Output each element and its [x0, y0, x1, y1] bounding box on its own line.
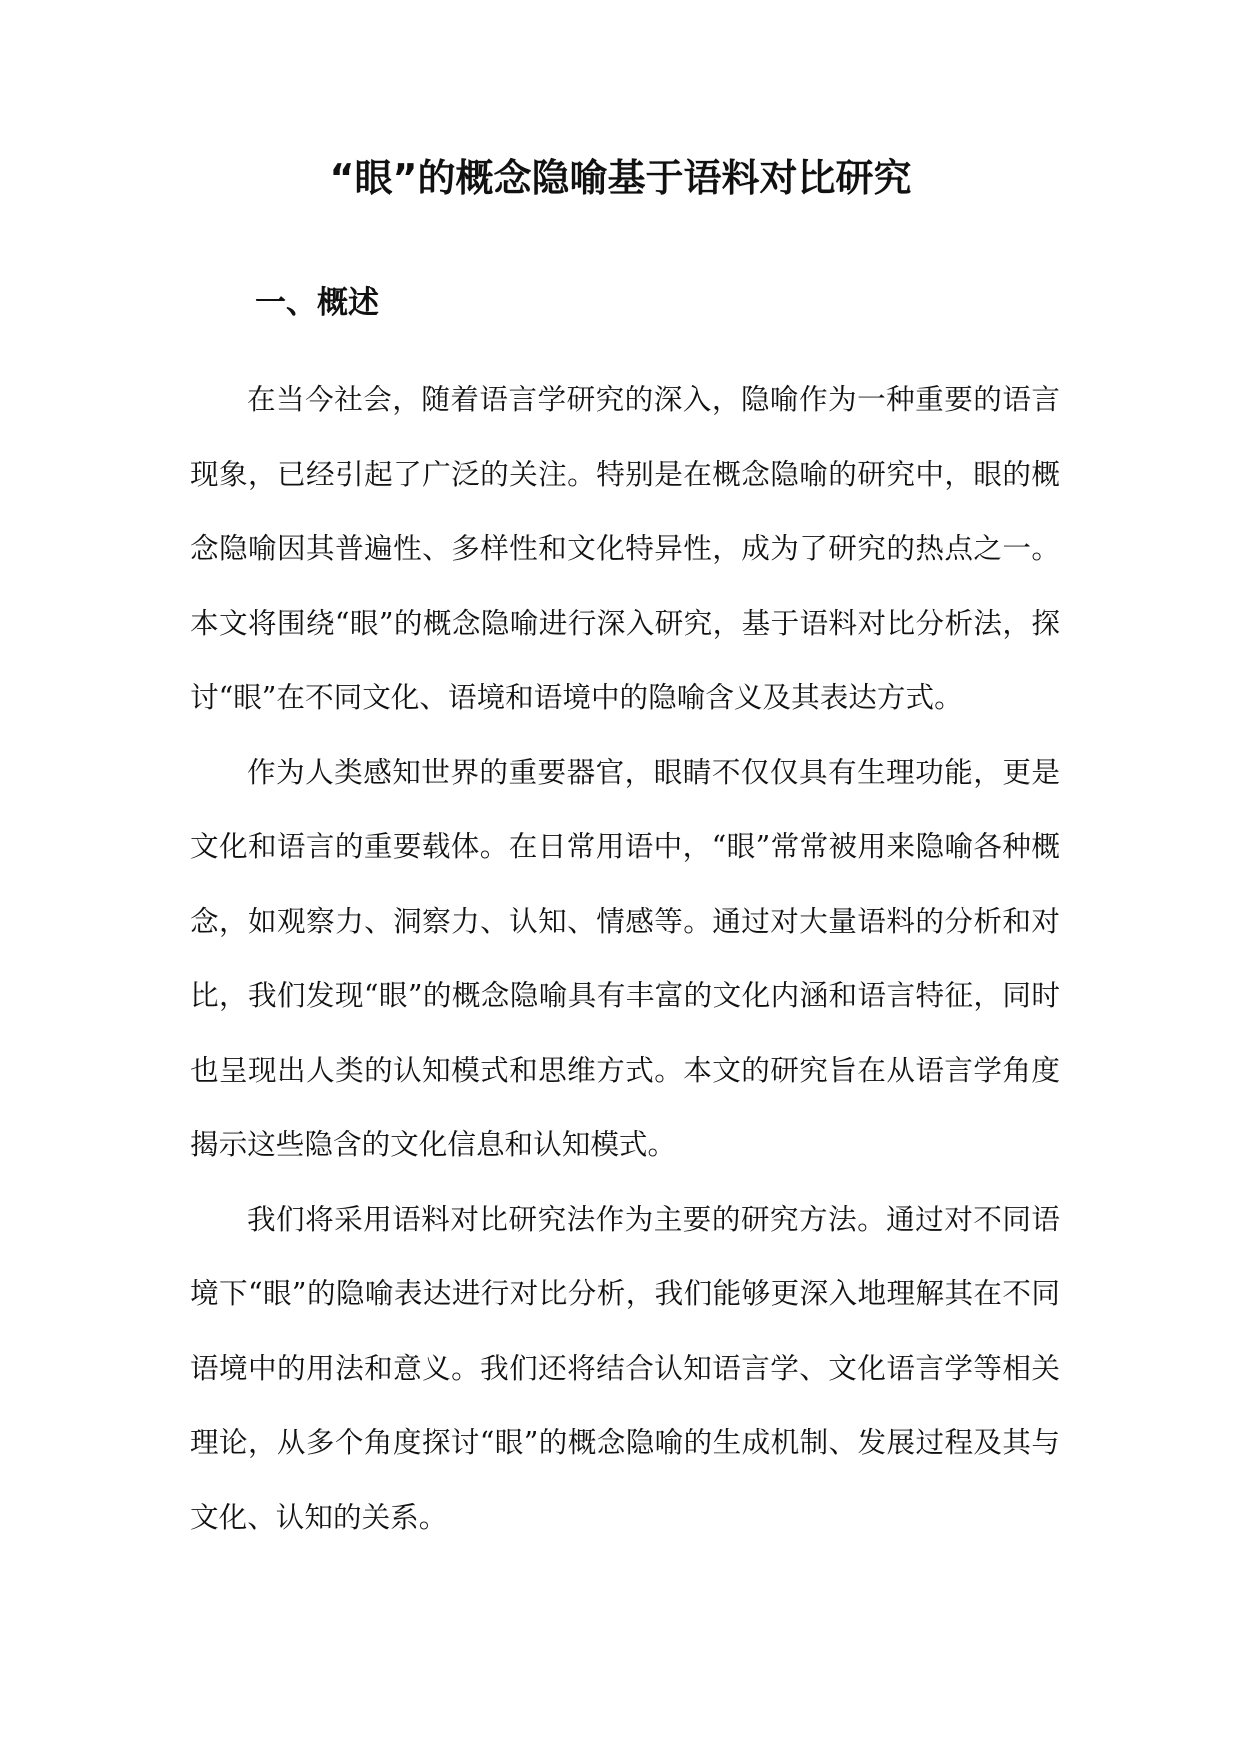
paragraph-2: 作为人类感知世界的重要器官，眼睛不仅仅具有生理功能，更是文化和语言的重要载体。在日常用语中，“眼”常常被用来隐喻各种概念，如观察力、洞察力、认知、情感等。通过对大量语料的分析和对比，我们发现“眼”的概念隐喻具有丰富的文化内涵和语言特征，同时也呈现出人类的认知模式和思维方式。本文的研究旨在从语言学角度揭示这些隐含的文化信息和认知模式。 — [190, 754, 1060, 1161]
paragraph-1: 在当今社会，随着语言学研究的深入，隐喻作为一种重要的语言现象，已经引起了广泛的关注。特别是在概念隐喻的研究中，眼的概念隐喻因其普遍性、多样性和文化特异性，成为了研究的热点之一。本文将围绕“眼”的概念隐喻进行深入研究，基于语料对比分析法，探讨“眼”在不同文化、语境和语境中的隐喻含义及其表达方式。 — [190, 382, 1060, 714]
body-text — [190, 362, 1060, 1554]
paragraph-3: 我们将采用语料对比研究法作为主要的研究方法。通过对不同语境下“眼”的隐喻表达进行对比分析，我们能够更深入地理解其在不同语境中的用法和意义。我们还将结合认知语言学、文化语言学等相关理论，从多个角度探讨“眼”的概念隐喻的生成机制、发展过程及其与文化、认知的关系。 — [190, 1201, 1060, 1534]
document-title: “眼”的概念隐喻基于语料对比研究 — [329, 156, 912, 200]
section-heading: 一、概述 — [255, 285, 379, 321]
